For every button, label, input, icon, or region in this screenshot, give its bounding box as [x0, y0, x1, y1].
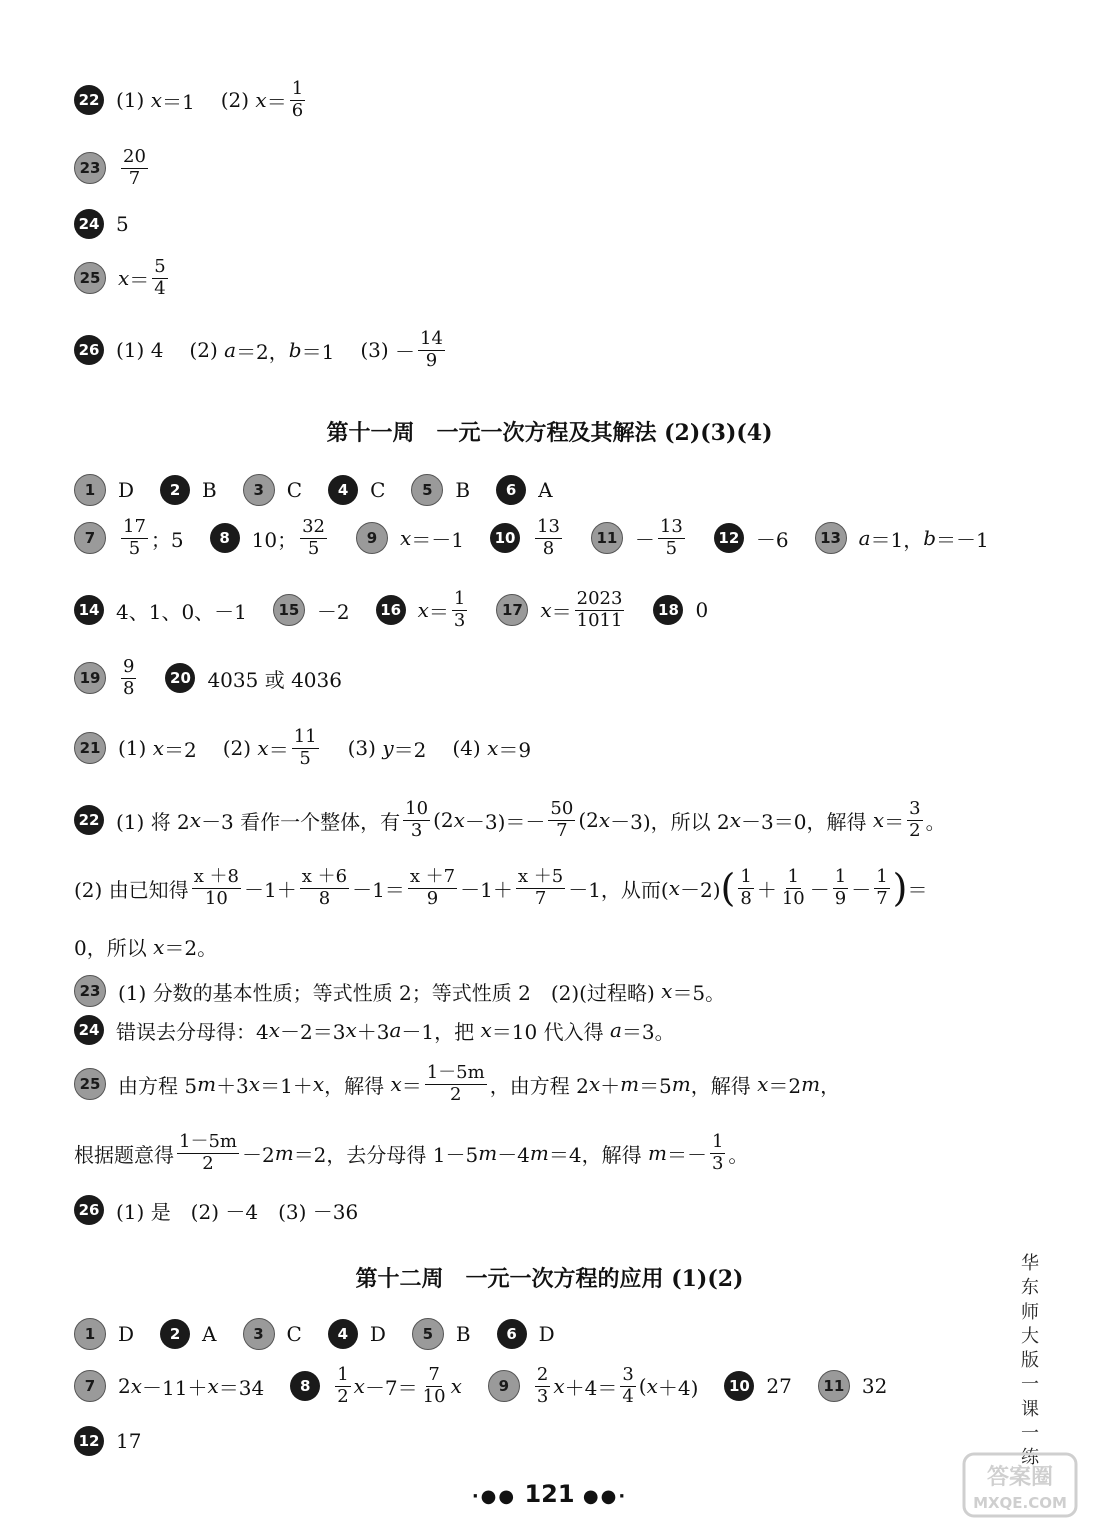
answer-text: ＝－1 — [411, 527, 465, 552]
answer-text: 错误去分母得：4 — [116, 1019, 269, 1044]
question-number-badge: 9 — [356, 522, 388, 554]
question-number-badge: 5 — [411, 474, 443, 506]
answer-text: 5 — [116, 212, 129, 236]
answer-text: ＝1＋ — [260, 1073, 313, 1098]
answer-text: － — [395, 339, 416, 364]
var: x — [152, 736, 164, 761]
question-number-badge: 12 — [74, 1426, 104, 1456]
answer-text: ＝10 代入得 — [491, 1019, 604, 1044]
decorative-dots: ●●· — [582, 1486, 628, 1507]
answer-23-prev — [74, 148, 151, 189]
answer-text: 。 — [925, 809, 946, 834]
answer-text: (1) 分数的基本性质；等式性质 2；等式性质 2 (2)(过程略) — [118, 980, 655, 1005]
fraction: 11 5 — [293, 726, 317, 769]
fraction: 1 8 — [740, 866, 752, 909]
answer-text: ＝1 — [301, 339, 335, 364]
question-number-badge: 17 — [496, 594, 528, 626]
answer-text: －2 — [241, 1142, 275, 1167]
answer-text: 由方程 5 — [118, 1073, 198, 1098]
answer-23: 23 (1) 分数的基本性质；等式性质 2；等式性质 2 (2)(过程略) x ＝5。 — [74, 975, 725, 1007]
answer-text: ＝2，去分母得 1－5 — [293, 1142, 479, 1167]
answer-text: 4035 或 4036 — [207, 667, 342, 692]
answer-text: ＝ — [401, 1073, 422, 1098]
choice: C — [370, 478, 386, 502]
question-number-badge: 18 — [653, 595, 683, 625]
answer-text: 17 — [116, 1429, 142, 1453]
svg-text:答案圈: 答案圈 — [986, 1465, 1054, 1490]
watermark-logo — [960, 1450, 1080, 1520]
question-number-badge: 23 — [74, 975, 106, 1007]
answer-text: (2 — [433, 808, 454, 833]
answers-1-6-sec12 — [74, 1318, 555, 1350]
answer-text: ＝ — [268, 737, 289, 762]
fraction: x ＋8 10 — [193, 866, 240, 909]
right-paren: ) — [892, 866, 908, 911]
answer-text: ，解得 — [324, 1073, 385, 1098]
question-number-badge: 2 — [160, 1319, 190, 1349]
part-label: (4) — [452, 736, 481, 761]
fraction: x ＋7 9 — [409, 866, 456, 909]
answer-text: ＝2 — [393, 737, 427, 762]
fraction: 1 6 — [291, 78, 304, 121]
var: x — [487, 736, 499, 761]
choice: D — [538, 1322, 555, 1346]
fraction: x ＋5 7 — [517, 866, 564, 909]
answer-text: ＋ — [600, 1073, 621, 1098]
choice: A — [538, 478, 553, 502]
part-label: (2) — [220, 88, 250, 113]
answer-text: ＝ — [266, 89, 287, 114]
var: x — [540, 598, 552, 623]
answer-text: ＋4) — [657, 1375, 699, 1400]
answer-text: ＝ — [884, 809, 905, 834]
part-label: (2) — [222, 736, 252, 761]
answer-text: ＋4＝ — [564, 1375, 618, 1400]
question-number-badge: 8 — [210, 523, 240, 553]
answer-text: －3)＝－ — [464, 809, 546, 834]
choice: B — [202, 478, 217, 502]
question-number-badge: 25 — [74, 1068, 106, 1100]
fraction: 10 3 — [405, 798, 429, 841]
answer-text: －1＋ — [244, 877, 297, 902]
fraction: 2 3 — [536, 1364, 549, 1407]
answer-text: (1) 将 2 — [116, 809, 190, 834]
question-number-badge: 10 — [490, 523, 520, 553]
answer-22-prev — [74, 80, 308, 121]
answer-text: ＝2 — [163, 737, 197, 762]
answers-7-13 — [74, 518, 989, 559]
answer-text: (2) 由已知得 — [74, 877, 189, 902]
question-number-badge: 24 — [74, 209, 104, 239]
question-number-badge: 1 — [74, 1318, 106, 1350]
answer-text: ＝3。 — [621, 1019, 675, 1044]
fraction: 14 9 — [420, 328, 443, 371]
fraction: 32 5 — [302, 516, 325, 559]
answer-text: ＝ — [907, 877, 928, 902]
answer-text: 根据题意得 — [74, 1142, 174, 1167]
answer-text: －7＝ — [364, 1375, 418, 1400]
var: b — [923, 526, 937, 551]
answer-text: －4 — [497, 1142, 530, 1167]
answers-19-20 — [74, 658, 342, 699]
choice: D — [369, 1322, 386, 1346]
answer-text: －1，把 — [401, 1019, 475, 1044]
question-number-badge: 15 — [273, 594, 305, 626]
answer-text: ＋3 — [356, 1019, 390, 1044]
question-number-badge: 20 — [165, 663, 195, 693]
part-label: (3) — [360, 338, 389, 363]
answer-text: －1，从而( — [568, 877, 669, 902]
answer-26 — [74, 1195, 358, 1225]
answer-text: 2 — [118, 1374, 131, 1399]
answer-25-part2: 根据题意得 1－5m 2 －2 m ＝2，去分母得 1－5 m －4 m ＝4，解得 m ＝－ 1 3 。 — [74, 1131, 749, 1174]
left-paren: ( — [720, 866, 736, 911]
answer-text: －11＋ — [142, 1375, 208, 1400]
choice: D — [118, 1322, 135, 1346]
var: a — [858, 526, 871, 551]
answer-text: ＝5 — [639, 1073, 672, 1098]
question-number-badge: 24 — [74, 1015, 104, 1045]
question-number-badge: 12 — [714, 523, 744, 553]
fraction: 1 2 — [337, 1364, 349, 1407]
answer-text: ＝2， — [236, 339, 289, 364]
answer-text: 10； — [251, 527, 298, 552]
fraction: 7 10 — [422, 1364, 446, 1407]
question-number-badge: 21 — [74, 732, 106, 764]
choice: C — [286, 1322, 302, 1346]
answer-24: 24 错误去分母得：4 x －2＝3 x ＋3 a －1，把 x ＝10 代入得 a ＝3。 — [74, 1015, 675, 1045]
answer-text: ；5 — [150, 527, 184, 552]
var: x — [118, 266, 130, 291]
answer-text: ＝9 — [498, 737, 532, 762]
question-number-badge: 22 — [74, 805, 104, 835]
fraction: 17 5 — [123, 516, 146, 559]
question-number-badge: 5 — [412, 1318, 444, 1350]
part-label: (1) — [118, 736, 147, 761]
answer-text: ＋3 — [216, 1073, 249, 1098]
question-number-badge: 11 — [591, 522, 623, 554]
fraction: 5 4 — [154, 256, 166, 299]
answer-text: ＝2 — [768, 1073, 802, 1098]
section-12-title: 第十二周 一元一次方程的应用 (1)(2) — [355, 1266, 744, 1292]
answer-text: 27 — [766, 1374, 792, 1399]
answer-text: ＝5。 — [672, 980, 726, 1005]
answer-text: ＝ — [428, 599, 449, 624]
fraction: 1－5m 2 — [426, 1062, 485, 1105]
answer-text: ＝－1 — [936, 527, 989, 552]
question-number-badge: 19 — [74, 662, 106, 694]
answer-text: ＝1 — [161, 89, 195, 114]
fraction: 13 5 — [659, 516, 683, 559]
part-label: (1) — [116, 88, 145, 113]
page-number: 121 — [524, 1480, 575, 1508]
answer-text: ＝4，解得 — [548, 1142, 642, 1167]
fraction: 9 8 — [123, 656, 135, 699]
answer-21 — [74, 728, 531, 769]
fraction: 1－5m 2 — [179, 1131, 237, 1174]
answer-text: (2 — [578, 808, 599, 833]
question-number-badge: 26 — [74, 335, 104, 365]
question-number-badge: 26 — [74, 1195, 104, 1225]
var: x — [150, 88, 162, 113]
answer-text: 。 — [728, 1142, 749, 1167]
answer-text: (1) 是 (2) －4 (3) －36 — [116, 1199, 359, 1224]
answer-text: －3＝0，解得 — [741, 809, 867, 834]
var: y — [382, 736, 394, 761]
question-number-badge: 11 — [818, 1370, 850, 1402]
answer-text: ，解得 — [690, 1073, 751, 1098]
answer-text: ＝－ — [666, 1142, 707, 1167]
question-number-badge: 6 — [496, 475, 526, 505]
choice: D — [118, 478, 135, 502]
fraction: 1 9 — [834, 866, 847, 909]
question-number-badge: 2 — [160, 475, 190, 505]
fraction: 13 8 — [537, 516, 560, 559]
answer-text: －2＝3 — [280, 1019, 346, 1044]
answer-text: －1＋ — [460, 877, 513, 902]
fraction: 1 3 — [711, 1131, 724, 1174]
answer-text: ＝ — [129, 267, 150, 292]
question-number-badge: 25 — [74, 262, 106, 294]
answer-text: 4、1、0、－1 — [116, 599, 247, 624]
answer-text: 32 — [861, 1374, 888, 1399]
answer-text: ＝2。 — [164, 936, 218, 960]
decorative-dots: ·●● — [471, 1486, 517, 1507]
fraction: 1 10 — [781, 866, 805, 909]
answers-14-18 — [74, 590, 708, 631]
answer-text: ＝ — [551, 599, 572, 624]
answer-22-part1: 22 (1) 将 2 x －3 看作一个整体，有 10 3 (2 x －3)＝－ 50 7 (2 x －3)，所以 2 x －3＝0，解得 x ＝ 3 2 。 — [74, 800, 946, 841]
question-number-badge: 23 — [74, 152, 106, 184]
choice: A — [202, 1322, 217, 1346]
answer-text: ，由方程 2 — [489, 1073, 589, 1098]
answer-text: －6 — [755, 527, 789, 552]
answer-25-prev — [74, 258, 171, 299]
question-number-badge: 22 — [74, 85, 104, 115]
question-number-badge: 8 — [290, 1371, 320, 1401]
part-label: (3) — [347, 736, 376, 761]
fraction: x ＋6 8 — [301, 866, 348, 909]
question-number-badge: 4 — [328, 1319, 358, 1349]
choice: C — [286, 478, 303, 502]
var: x — [257, 736, 269, 761]
question-number-badge: 7 — [74, 1370, 106, 1402]
answer-text: －3 看作一个整体，有 — [201, 809, 401, 834]
page-footer — [0, 1480, 1099, 1508]
answer-text: － — [634, 527, 655, 552]
question-number-badge: 3 — [243, 1318, 275, 1350]
answer-text: －2 — [316, 599, 350, 624]
choice: B — [455, 478, 471, 502]
fraction: 50 7 — [550, 798, 574, 841]
question-number-badge: 9 — [488, 1370, 520, 1402]
answer-text: 0 — [695, 598, 709, 623]
answer-25-part1: 25 由方程 5 m ＋3 x ＝1＋ x ，解得 x ＝ 1－5m 2 ，由方程 2 x ＋ m ＝5 m ，解得 x ＝2 m ， — [74, 1064, 840, 1105]
answer-text: ＝1， — [870, 527, 924, 552]
answer-24-prev — [74, 209, 129, 239]
choice: B — [455, 1322, 471, 1346]
question-number-badge: 4 — [328, 475, 358, 505]
var: x — [255, 88, 267, 113]
question-number-badge: 7 — [74, 522, 106, 554]
section-11-title: 第十一周 一元一次方程及其解法 (2)(3)(4) — [326, 420, 773, 446]
fraction: 1 3 — [453, 588, 466, 631]
answer-26-prev — [74, 330, 448, 371]
answer-text: 0，所以 — [74, 936, 147, 960]
answer-text: －3)，所以 2 — [610, 809, 730, 834]
question-number-badge: 16 — [376, 595, 406, 625]
answer-22-part2: (2) 由已知得 x ＋8 10 －1＋ x ＋6 8 －1＝ x ＋7 9 －1＋ x ＋5 7 －1，从而( x －2) ( 1 8 ＋ 1 10 － 1 9 － 1 7 ) ＝ — [74, 866, 928, 911]
fraction: 3 4 — [622, 1364, 634, 1407]
var: b — [288, 338, 302, 363]
answer-text: (1) 4 — [116, 338, 164, 363]
var: a — [224, 338, 237, 363]
question-number-badge: 3 — [243, 474, 275, 506]
question-number-badge: 13 — [815, 522, 847, 554]
answer-text: －2) — [680, 877, 721, 902]
answers-7-11-sec12: 7 2 x －11＋ x ＝34 8 1 2 x －7＝ 7 10 x 9 2 3 x ＋4＝ 3 4 ( x ＋4) 10 27 11 32 — [74, 1366, 887, 1407]
svg-text:MXQE.COM: MXQE.COM — [973, 1494, 1067, 1512]
question-number-badge: 10 — [724, 1371, 754, 1401]
book-title-vertical: 华 东 师 大 版 一 课 一 练 — [1021, 1253, 1039, 1469]
var: x — [400, 526, 412, 551]
answer-text: ( — [638, 1374, 647, 1399]
fraction: 20 7 — [123, 146, 146, 189]
fraction: 2023 1011 — [576, 588, 623, 631]
answer-text: －1＝ — [352, 877, 405, 902]
answer-text: ＝34 — [218, 1375, 265, 1400]
part-label: (2) — [189, 338, 218, 363]
fraction: 1 7 — [876, 866, 888, 909]
question-number-badge: 6 — [497, 1319, 527, 1349]
answer-text: ， — [820, 1073, 841, 1098]
answers-1-6 — [74, 474, 553, 506]
fraction: 3 2 — [909, 798, 921, 841]
question-number-badge: 14 — [74, 595, 104, 625]
var: x — [417, 598, 429, 623]
answer-12-sec12 — [74, 1426, 141, 1456]
question-number-badge: 1 — [74, 474, 106, 506]
answer-22-part2-cont: 0，所以 x ＝2。 — [74, 932, 217, 961]
